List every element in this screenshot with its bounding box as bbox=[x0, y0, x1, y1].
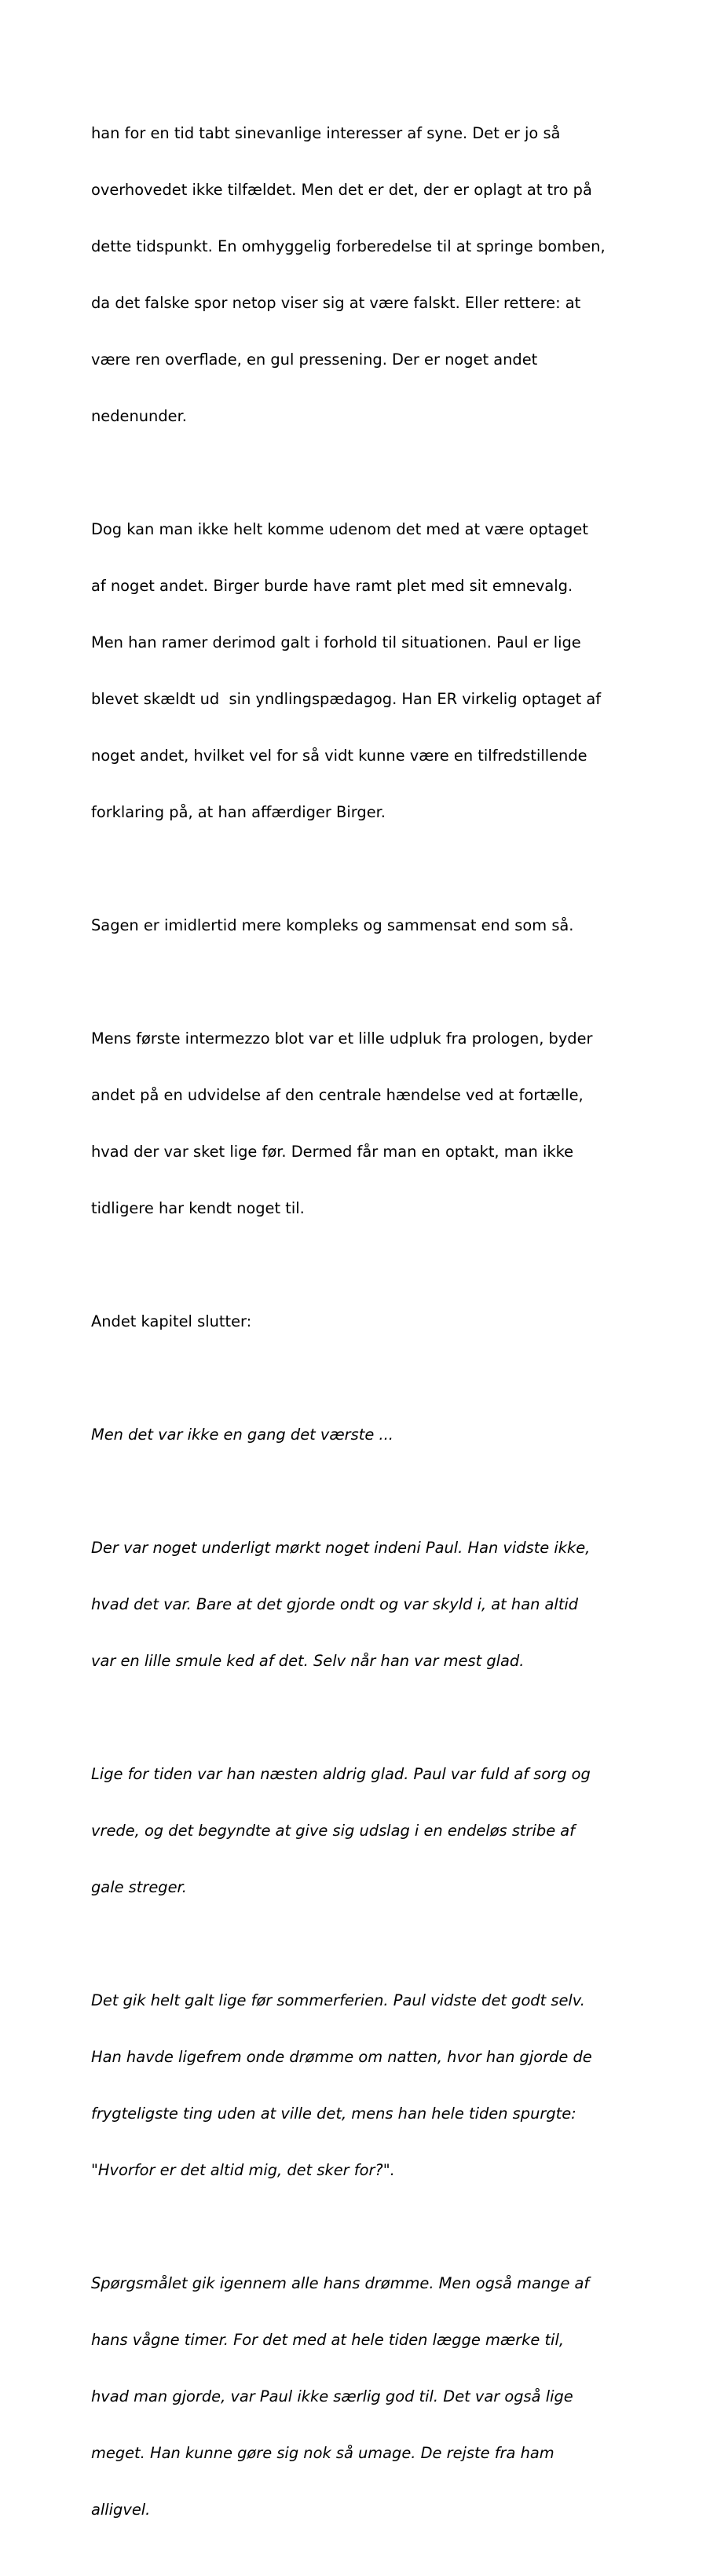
text-line: overhovedet ikke tilfældet. Men det er det, der er oplagt at tro på bbox=[91, 181, 592, 199]
text-line: noget andet, hvilket vel for så vidt kunne være en tilfredstillende bbox=[91, 747, 587, 765]
text-line: hvad der var sket lige før. Dermed får man en optakt, man ikke bbox=[91, 1143, 574, 1161]
text-line: Der var noget underligt mørkt noget indeni Paul. Han vidste ikke, bbox=[91, 1539, 591, 1557]
text-line: blevet skældt ud sin yndlingspædagog. Han ER virkelig optaget af bbox=[91, 690, 602, 708]
document-page bbox=[91, 86, 641, 2576]
text-line: meget. Han kunne gøre sig nok så umage. De rejste fra ham bbox=[91, 2444, 554, 2462]
text-line: hvad man gjorde, var Paul ikke særlig god til. Det var også lige bbox=[91, 2387, 573, 2405]
quote-paragraph-3 bbox=[91, 1727, 641, 1935]
text-line: Han havde ligefrem onde drømme om natten, hvor han gjorde de bbox=[91, 2048, 592, 2066]
text-line: andet på en udvidelse af den centrale hændelse ved at fortælle, bbox=[91, 1086, 584, 1104]
text-line: forklaring på, at han affærdiger Birger. bbox=[91, 803, 386, 821]
text-line: han for en tid tabt sinevanlige interesser af syne. Det er jo så bbox=[91, 124, 561, 142]
text-line: nedenunder. bbox=[91, 407, 187, 425]
text-line: af noget andet. Birger burde have ramt plet med sit emnevalg. bbox=[91, 577, 573, 595]
text-line: gale streger. bbox=[91, 1878, 187, 1896]
text-line: Dog kan man ikke helt komme udenom det med at være optaget bbox=[91, 520, 588, 538]
text-line: Andet kapitel slutter: bbox=[91, 1312, 252, 1330]
text-line: tidligere har kendt noget til. bbox=[91, 1199, 305, 1217]
text-line: frygteligste ting uden at ville det, mens han hele tiden spurgte: bbox=[91, 2104, 576, 2123]
paragraph-2 bbox=[91, 483, 641, 860]
paragraph-4 bbox=[91, 992, 641, 1256]
quote-paragraph-1 bbox=[91, 1388, 641, 1482]
text-line: Det gik helt galt lige før sommerferien. Paul vidste det godt selv. bbox=[91, 1991, 585, 2009]
text-line: dette tidspunkt. En omhyggelig forberedelse til at springe bomben, bbox=[91, 237, 606, 255]
paragraph-1 bbox=[91, 86, 641, 464]
text-line: Men han ramer derimod galt i forhold til situationen. Paul er lige bbox=[91, 633, 581, 651]
text-line: Spørgsmålet gik igennem alle hans drømme. Men også mange af bbox=[91, 2274, 590, 2292]
text-line: da det falske spor netop viser sig at være falskt. Eller rettere: at bbox=[91, 294, 581, 312]
text-line: vrede, og det begyndte at give sig udslag i en endeløs stribe af bbox=[91, 1822, 576, 1840]
text-line: Men det var ikke en gang det værste ... bbox=[91, 1426, 393, 1444]
text-line: var en lille smule ked af det. Selv når han var mest glad. bbox=[91, 1652, 525, 1670]
paragraph-3 bbox=[91, 879, 641, 973]
text-line: Lige for tiden var han næsten aldrig glad. Paul var fuld af sorg og bbox=[91, 1765, 591, 1783]
text-line: Sagen er imidlertid mere kompleks og sammensat end som så. bbox=[91, 916, 574, 934]
quote-paragraph-4 bbox=[91, 1954, 641, 2218]
text-line: alligvel. bbox=[91, 2501, 151, 2519]
text-line: Mens første intermezzo blot var et lille udpluk fra prologen, byder bbox=[91, 1029, 593, 1048]
text-line: hans vågne timer. For det med at hele tiden lægge mærke til, bbox=[91, 2331, 564, 2349]
quote-paragraph-2 bbox=[91, 1501, 641, 1708]
text-line: være ren overflade, en gul pressening. Der er noget andet bbox=[91, 350, 538, 369]
text-line: hvad det var. Bare at det gjorde ondt og var skyld i, at han altid bbox=[91, 1595, 579, 1613]
text-line: "Hvorfor er det altid mig, det sker for?". bbox=[91, 2161, 395, 2179]
quote-paragraph-5 bbox=[91, 2237, 641, 2557]
paragraph-5 bbox=[91, 1275, 641, 1369]
